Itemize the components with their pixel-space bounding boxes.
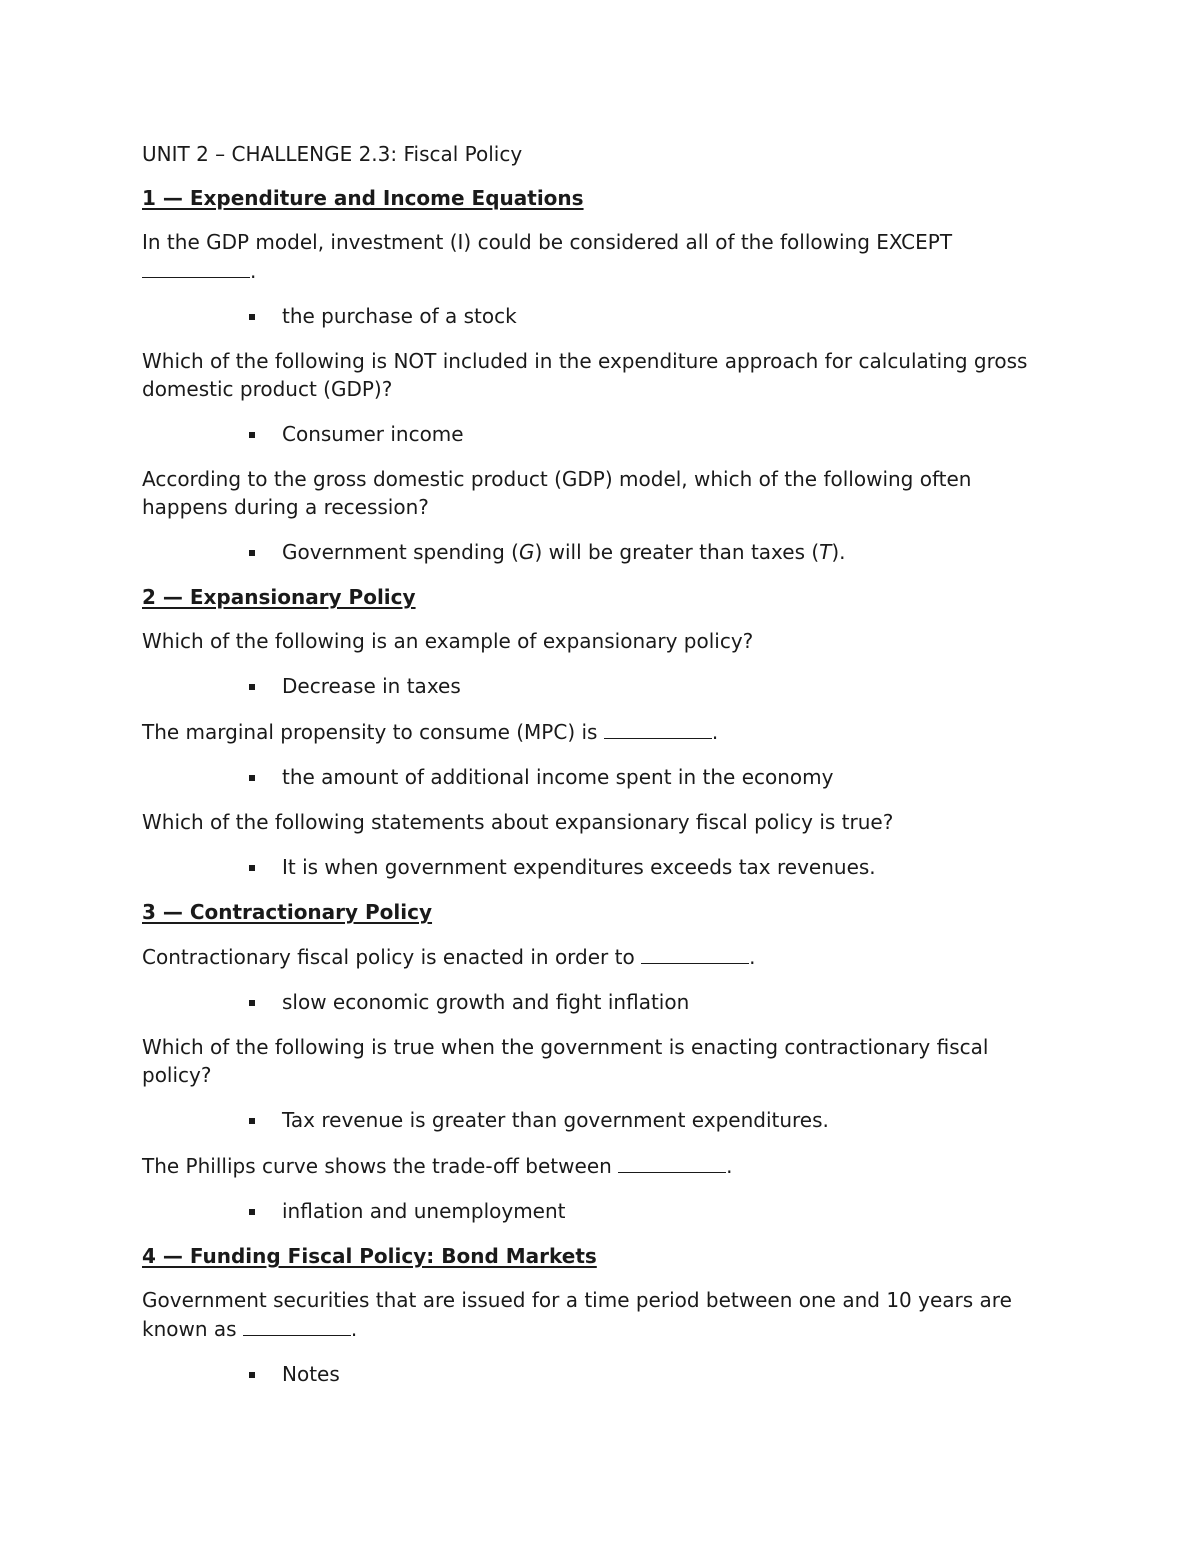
answer-text-italic: T: [819, 540, 832, 564]
question-text: Which of the following statements about expansionary fiscal policy is true?: [142, 810, 894, 834]
answer-text: slow economic growth and fight inflation: [282, 990, 690, 1014]
answer-item: [142, 538, 1062, 566]
answer-text: the purchase of a stock: [282, 304, 517, 328]
question-text-part: The Phillips curve shows the trade-off between: [142, 1154, 612, 1178]
answer-text: [282, 540, 846, 564]
question-text: [142, 717, 1062, 746]
answer-item: [142, 1197, 1062, 1225]
answer-blank: [604, 717, 712, 739]
answer-item: [142, 853, 1062, 881]
square-bullet-icon: [249, 1118, 255, 1124]
square-bullet-icon: [249, 550, 255, 556]
question-text-part: In the GDP model, investment (I) could be considered all of the following EXCEPT: [142, 230, 953, 254]
answer-text-italic: G: [518, 540, 535, 564]
answer-text: the amount of additional income spent in the economy: [282, 765, 834, 789]
answer-blank: [618, 1151, 726, 1173]
answer-text-part: ).: [831, 540, 846, 564]
question-text-end: .: [250, 259, 257, 283]
square-bullet-icon: [249, 1000, 255, 1006]
question-text: Which of the following is an example of expansionary policy?: [142, 629, 754, 653]
question-text: [142, 1151, 1062, 1180]
section-heading: 2 — Expansionary Policy: [142, 585, 416, 609]
document-page: [142, 140, 1062, 1405]
question-text: [142, 1286, 1062, 1343]
answer-text: Notes: [282, 1362, 340, 1386]
square-bullet-icon: [249, 1372, 255, 1378]
document-title: UNIT 2 – CHALLENGE 2.3: Fiscal Policy: [142, 142, 523, 166]
answer-text: Consumer income: [282, 422, 464, 446]
question-text: Which of the following is NOT included in the expenditure approach for calculating gross domestic product (GDP)?: [142, 349, 1028, 401]
answer-text-part: ) will be greater than taxes (: [534, 540, 820, 564]
section-heading: 1 — Expenditure and Income Equations: [142, 186, 584, 210]
question-text: Which of the following is true when the government is enacting contractionary fiscal policy?: [142, 1035, 989, 1087]
answer-item: [142, 763, 1062, 791]
question-text-end: .: [350, 1317, 358, 1341]
answer-item: [142, 420, 1062, 448]
question-text-end: .: [711, 720, 719, 744]
answer-text: inflation and unemployment: [282, 1199, 566, 1223]
square-bullet-icon: [249, 432, 255, 438]
question-text: According to the gross domestic product (GDP) model, which of the following often happens during a recession?: [142, 467, 972, 519]
answer-item: [142, 672, 1062, 700]
answer-item: [142, 302, 1062, 330]
answer-item: [142, 988, 1062, 1016]
answer-text: It is when government expenditures exceeds tax revenues.: [282, 855, 876, 879]
question-text: [142, 228, 1062, 285]
square-bullet-icon: [249, 1209, 255, 1215]
answer-text: Decrease in taxes: [282, 674, 461, 698]
section-heading: 4 — Funding Fiscal Policy: Bond Markets: [142, 1244, 597, 1268]
answer-text: Tax revenue is greater than government expenditures.: [282, 1108, 829, 1132]
question-text: [142, 942, 1062, 971]
square-bullet-icon: [249, 684, 255, 690]
square-bullet-icon: [249, 314, 255, 320]
answer-blank: [142, 256, 250, 278]
question-text-end: .: [749, 945, 756, 969]
answer-blank: [243, 1314, 351, 1336]
answer-item: [142, 1360, 1062, 1388]
section-heading: 3 — Contractionary Policy: [142, 900, 433, 924]
square-bullet-icon: [249, 865, 255, 871]
question-text-end: .: [726, 1154, 733, 1178]
answer-text-part: Government spending (: [282, 540, 519, 564]
answer-blank: [641, 942, 749, 964]
square-bullet-icon: [249, 775, 255, 781]
answer-item: [142, 1106, 1062, 1134]
question-text-part: The marginal propensity to consume (MPC) is: [142, 720, 598, 744]
question-text-part: Contractionary fiscal policy is enacted in order to: [142, 945, 635, 969]
question-text-part: Government securities that are issued for a time period between one and 10 years are known as: [142, 1288, 1012, 1341]
